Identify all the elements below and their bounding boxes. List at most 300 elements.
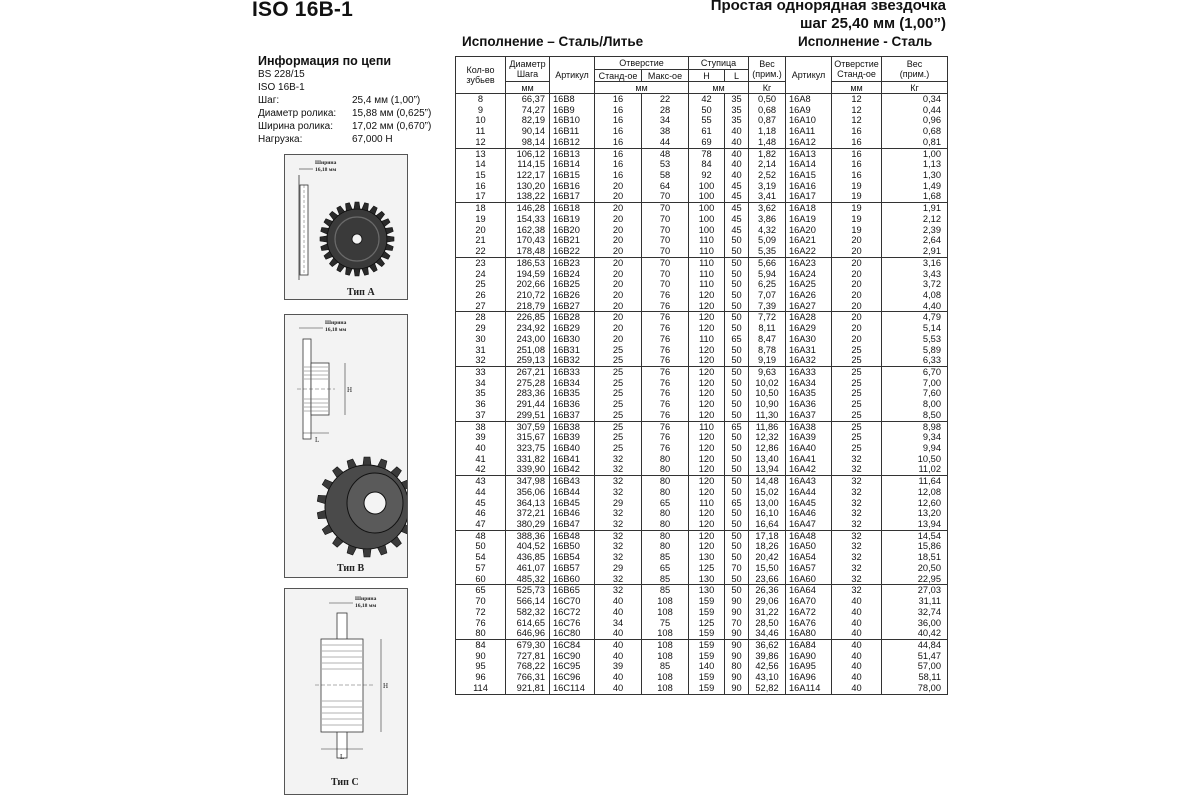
bore-max-cell: 85 <box>642 661 689 672</box>
table-row <box>456 651 948 662</box>
diameter-cell: 186,53 <box>506 257 550 268</box>
teeth-cell: 37 <box>456 410 506 421</box>
teeth-cell: 46 <box>456 508 506 519</box>
diameter-cell: 114,15 <box>506 159 550 170</box>
diameter-cell: 347,98 <box>506 476 550 487</box>
article-cell: 16B19 <box>550 214 595 225</box>
article-cell: 16B10 <box>550 115 595 126</box>
teeth-header-line2: зубьев <box>466 75 495 85</box>
diameter-cell: 315,67 <box>506 432 550 443</box>
article-2-cell: 16A36 <box>786 399 832 410</box>
weight-2-cell: 10,50 <box>882 454 948 465</box>
bore-std-cell: 16 <box>595 170 642 181</box>
diameter-cell: 283,36 <box>506 388 550 399</box>
table-row <box>456 552 948 563</box>
bore-max-cell: 64 <box>642 181 689 192</box>
weight-2-cell: 44,84 <box>882 639 948 650</box>
diameter-header-line1: Диаметр <box>509 59 546 69</box>
diameter-cell: 146,28 <box>506 203 550 214</box>
weight-cell: 23,66 <box>749 574 786 585</box>
article-cell: 16B31 <box>550 345 595 356</box>
bore-2-cell: 25 <box>832 378 882 389</box>
hub-h-cell: 120 <box>689 345 725 356</box>
hub-l-cell: 50 <box>725 246 749 257</box>
weight-2-cell: 1,91 <box>882 203 948 214</box>
table-row <box>456 126 948 137</box>
bore-max-cell: 80 <box>642 476 689 487</box>
article-2-cell: 16A19 <box>786 214 832 225</box>
table-row <box>456 345 948 356</box>
weight-2-cell: 5,89 <box>882 345 948 356</box>
diameter-cell: 162,38 <box>506 225 550 236</box>
article-2-cell: 16A25 <box>786 279 832 290</box>
weight-cell: 15,02 <box>749 487 786 498</box>
width-value: 16,18 мм <box>355 603 377 609</box>
table-row <box>456 94 948 105</box>
hub-l-cell: 40 <box>725 126 749 137</box>
weight-2-cell: 4,08 <box>882 290 948 301</box>
bore-max-cell: 53 <box>642 159 689 170</box>
bore-std-cell: 32 <box>595 487 642 498</box>
table-row <box>456 148 948 159</box>
table-row <box>456 301 948 312</box>
weight-header-line2: (прим.) <box>752 69 782 79</box>
width-label: Ширина <box>325 320 347 326</box>
article-cell: 16B35 <box>550 388 595 399</box>
hub-h-cell: 120 <box>689 323 725 334</box>
diameter-header <box>506 57 550 82</box>
weight-cell: 11,86 <box>749 421 786 432</box>
bore-std-cell: 40 <box>595 651 642 662</box>
teeth-cell: 43 <box>456 476 506 487</box>
bore-std-cell: 20 <box>595 191 642 202</box>
hub-l-cell: 50 <box>725 301 749 312</box>
chain-spec-row <box>258 120 458 133</box>
weight-cell: 36,62 <box>749 639 786 650</box>
article-2-cell: 16A44 <box>786 487 832 498</box>
teeth-cell: 45 <box>456 498 506 509</box>
bore-max-header: Макс-ое <box>642 70 689 82</box>
hub-l-cell: 50 <box>725 235 749 246</box>
bore-std-cell: 20 <box>595 290 642 301</box>
article-cell: 16B37 <box>550 410 595 421</box>
table-row <box>456 639 948 650</box>
table-row <box>456 312 948 323</box>
article-2-cell: 16A14 <box>786 159 832 170</box>
weight-cell: 16,10 <box>749 508 786 519</box>
article-2-cell: 16A13 <box>786 148 832 159</box>
weight-cell: 9,63 <box>749 366 786 377</box>
weight-cell: 2,14 <box>749 159 786 170</box>
diameter-cell: 98,14 <box>506 137 550 148</box>
teeth-cell: 44 <box>456 487 506 498</box>
bore-max-cell: 34 <box>642 115 689 126</box>
article-2-cell: 16A114 <box>786 683 832 694</box>
bore-std-cell: 20 <box>595 301 642 312</box>
bore-std-cell: 20 <box>595 246 642 257</box>
table-row <box>456 235 948 246</box>
chain-standard: ISO 16B-1 <box>258 81 305 93</box>
teeth-header-line1: Кол-во <box>466 65 495 75</box>
weight-2-cell: 1,49 <box>882 181 948 192</box>
figure-caption: Тип С <box>331 777 359 788</box>
hub-l-cell: 50 <box>725 355 749 366</box>
weight-2-cell: 36,00 <box>882 618 948 629</box>
bore-max-cell: 76 <box>642 334 689 345</box>
diameter-cell: 768,22 <box>506 661 550 672</box>
table-row <box>456 487 948 498</box>
hub-l-cell: 50 <box>725 454 749 465</box>
teeth-cell: 34 <box>456 378 506 389</box>
bore-std-cell: 16 <box>595 137 642 148</box>
bore-std-cell: 25 <box>595 366 642 377</box>
teeth-cell: 114 <box>456 683 506 694</box>
diameter-cell: 74,27 <box>506 105 550 116</box>
article-cell: 16C84 <box>550 639 595 650</box>
table-row <box>456 334 948 345</box>
bore-2-cell: 16 <box>832 148 882 159</box>
table-row <box>456 596 948 607</box>
article-cell: 16B15 <box>550 170 595 181</box>
bore-2-cell: 32 <box>832 454 882 465</box>
bore-2-cell: 25 <box>832 388 882 399</box>
hub-h-cell: 120 <box>689 508 725 519</box>
hub-h-cell: 100 <box>689 191 725 202</box>
hub-l-cell: 70 <box>725 563 749 574</box>
bore-max-cell: 70 <box>642 269 689 280</box>
weight-cell: 42,56 <box>749 661 786 672</box>
bore-2-cell: 40 <box>832 683 882 694</box>
bore-std-cell: 25 <box>595 421 642 432</box>
hub-h-cell: 159 <box>689 672 725 683</box>
diameter-cell: 275,28 <box>506 378 550 389</box>
diameter-cell: 106,12 <box>506 148 550 159</box>
weight-cell: 10,50 <box>749 388 786 399</box>
hub-h-cell: 130 <box>689 574 725 585</box>
hub-h-cell: 120 <box>689 464 725 475</box>
weight-cell: 2,52 <box>749 170 786 181</box>
bore-2-cell: 40 <box>832 607 882 618</box>
hub-h-cell: 120 <box>689 355 725 366</box>
bore-2-cell: 32 <box>832 585 882 596</box>
bore-2-cell: 20 <box>832 323 882 334</box>
hub-h-cell: 120 <box>689 476 725 487</box>
hub-l-cell: 50 <box>725 552 749 563</box>
weight-2-cell: 11,02 <box>882 464 948 475</box>
hub-h-cell: 120 <box>689 410 725 421</box>
bore-max-cell: 65 <box>642 498 689 509</box>
article-cell: 16B48 <box>550 530 595 541</box>
article-cell: 16B38 <box>550 421 595 432</box>
hub-h-cell: 110 <box>689 257 725 268</box>
hub-h-cell: 159 <box>689 628 725 639</box>
weight-2-cell: 11,64 <box>882 476 948 487</box>
weight-header <box>749 57 786 82</box>
chain-spec-value: 67,000 Н <box>352 134 393 145</box>
weight-cell: 8,11 <box>749 323 786 334</box>
bore-max-cell: 76 <box>642 432 689 443</box>
article-2-cell: 16A27 <box>786 301 832 312</box>
bore-std-cell: 40 <box>595 596 642 607</box>
table-row <box>456 672 948 683</box>
weight-cell: 12,32 <box>749 432 786 443</box>
article-cell: 16B32 <box>550 355 595 366</box>
hub-l-cell: 40 <box>725 137 749 148</box>
document-title: ISO 16B-1 <box>252 0 354 21</box>
weight-2-cell: 0,81 <box>882 137 948 148</box>
bore-max-cell: 80 <box>642 530 689 541</box>
article-2-cell: 16A70 <box>786 596 832 607</box>
weight-2-cell: 13,20 <box>882 508 948 519</box>
table-body <box>456 94 948 695</box>
weight-cell: 13,00 <box>749 498 786 509</box>
diameter-cell: 921,81 <box>506 683 550 694</box>
article-cell: 16C70 <box>550 596 595 607</box>
teeth-cell: 30 <box>456 334 506 345</box>
hub-l-cell: 50 <box>725 378 749 389</box>
bore-2-cell: 32 <box>832 476 882 487</box>
diameter-cell: 82,19 <box>506 115 550 126</box>
hub-l-cell: 50 <box>725 323 749 334</box>
table-row <box>456 290 948 301</box>
bore-max-cell: 85 <box>642 585 689 596</box>
bore-max-cell: 76 <box>642 421 689 432</box>
weight-2-header <box>882 57 948 82</box>
bore-2-cell: 20 <box>832 257 882 268</box>
bore-std-cell: 20 <box>595 181 642 192</box>
bore-max-cell: 75 <box>642 618 689 629</box>
weight-2-cell: 1,68 <box>882 191 948 202</box>
hub-l-cell: 90 <box>725 651 749 662</box>
bore-std-cell: 32 <box>595 574 642 585</box>
weight-2-cell: 15,86 <box>882 541 948 552</box>
bore-2-cell: 16 <box>832 170 882 181</box>
article-cell: 16B45 <box>550 498 595 509</box>
hub-h-cell: 120 <box>689 388 725 399</box>
bore-max-cell: 80 <box>642 508 689 519</box>
hub-l-cell: 65 <box>725 421 749 432</box>
hub-unit: мм <box>689 82 749 94</box>
hub-h-cell: 110 <box>689 269 725 280</box>
weight-2-cell: 14,54 <box>882 530 948 541</box>
article-cell: 16B20 <box>550 225 595 236</box>
hub-l-cell: 50 <box>725 312 749 323</box>
bore-max-cell: 65 <box>642 563 689 574</box>
bore-max-cell: 85 <box>642 574 689 585</box>
diameter-cell: 178,48 <box>506 246 550 257</box>
hub-l-cell: 50 <box>725 290 749 301</box>
table-row <box>456 410 948 421</box>
table-row <box>456 214 948 225</box>
article-cell: 16B8 <box>550 94 595 105</box>
teeth-cell: 41 <box>456 454 506 465</box>
weight-cell: 3,86 <box>749 214 786 225</box>
article-2-cell: 16A18 <box>786 203 832 214</box>
bore-std-cell: 32 <box>595 476 642 487</box>
article-2-cell: 16A12 <box>786 137 832 148</box>
table-row <box>456 323 948 334</box>
article-cell: 16B16 <box>550 181 595 192</box>
table-row <box>456 279 948 290</box>
bore-max-cell: 48 <box>642 148 689 159</box>
table-row <box>456 432 948 443</box>
article-cell: 16C72 <box>550 607 595 618</box>
weight-cell: 14,48 <box>749 476 786 487</box>
diameter-cell: 331,82 <box>506 454 550 465</box>
teeth-header <box>456 57 506 94</box>
teeth-cell: 13 <box>456 148 506 159</box>
bore-std-cell: 40 <box>595 639 642 650</box>
article-2-cell: 16A54 <box>786 552 832 563</box>
article-cell: 16B30 <box>550 334 595 345</box>
weight-2-cell: 13,94 <box>882 519 948 530</box>
weight-2-cell: 57,00 <box>882 661 948 672</box>
diameter-cell: 130,20 <box>506 181 550 192</box>
teeth-cell: 40 <box>456 443 506 454</box>
article-2-cell: 16A9 <box>786 105 832 116</box>
teeth-cell: 31 <box>456 345 506 356</box>
hub-l-cell: 50 <box>725 464 749 475</box>
bore-std-cell: 39 <box>595 661 642 672</box>
teeth-cell: 25 <box>456 279 506 290</box>
pitch-subtitle: шаг 25,40 мм (1,00”) <box>799 15 946 32</box>
bore-std-cell: 20 <box>595 323 642 334</box>
hub-h-cell: 92 <box>689 170 725 181</box>
teeth-cell: 21 <box>456 235 506 246</box>
table-row <box>456 225 948 236</box>
article-2-cell: 16A23 <box>786 257 832 268</box>
hub-h-cell: 120 <box>689 301 725 312</box>
width-value: 16,18 мм <box>325 327 347 333</box>
weight-2-cell: 31,11 <box>882 596 948 607</box>
bore-std-cell: 32 <box>595 508 642 519</box>
teeth-cell: 47 <box>456 519 506 530</box>
table-row <box>456 563 948 574</box>
hub-l-cell: 50 <box>725 388 749 399</box>
hub-h-cell: 125 <box>689 618 725 629</box>
weight-2-cell: 3,72 <box>882 279 948 290</box>
bore-2-cell: 32 <box>832 530 882 541</box>
bore-2-cell: 12 <box>832 115 882 126</box>
diameter-cell: 251,08 <box>506 345 550 356</box>
diameter-cell: 339,90 <box>506 464 550 475</box>
table-row <box>456 399 948 410</box>
bore-std-cell: 25 <box>595 443 642 454</box>
weight-2-cell: 3,43 <box>882 269 948 280</box>
weight-cell: 1,48 <box>749 137 786 148</box>
bore-std-cell: 25 <box>595 399 642 410</box>
weight-2-cell: 4,40 <box>882 301 948 312</box>
teeth-cell: 14 <box>456 159 506 170</box>
hub-l-cell: 35 <box>725 94 749 105</box>
diameter-cell: 566,14 <box>506 596 550 607</box>
article-header: Артикул <box>550 57 595 94</box>
weight-cell: 5,94 <box>749 269 786 280</box>
chain-spec-value: 15,88 мм (0,625”) <box>352 108 432 119</box>
table-row <box>456 618 948 629</box>
table-row <box>456 203 948 214</box>
teeth-cell: 39 <box>456 432 506 443</box>
bore-max-cell: 80 <box>642 487 689 498</box>
bore-unit: мм <box>595 82 689 94</box>
bore-2-cell: 19 <box>832 203 882 214</box>
chain-standard: BS 228/15 <box>258 69 305 80</box>
article-cell: 16B50 <box>550 541 595 552</box>
article-2-cell: 16A57 <box>786 563 832 574</box>
bore-std-cell: 40 <box>595 628 642 639</box>
bore-2-cell: 16 <box>832 159 882 170</box>
figure-caption: Тип В <box>337 563 365 574</box>
bore-2-cell: 32 <box>832 574 882 585</box>
hub-l-cell: 50 <box>725 487 749 498</box>
table-row <box>456 159 948 170</box>
hub-l-cell: 50 <box>725 345 749 356</box>
bore-max-cell: 76 <box>642 366 689 377</box>
section-heading-cast: Исполнение – Сталь/Литье <box>462 34 644 49</box>
width-label: Ширина <box>315 160 337 166</box>
hub-h-cell: 84 <box>689 159 725 170</box>
teeth-cell: 36 <box>456 399 506 410</box>
hub-h-cell: 110 <box>689 235 725 246</box>
table-row <box>456 498 948 509</box>
article-cell: 16C114 <box>550 683 595 694</box>
article-cell: 16B29 <box>550 323 595 334</box>
bore-max-cell: 108 <box>642 596 689 607</box>
weight-2-cell: 1,30 <box>882 170 948 181</box>
diameter-cell: 372,21 <box>506 508 550 519</box>
weight-cell: 1,18 <box>749 126 786 137</box>
article-cell: 16B13 <box>550 148 595 159</box>
weight-cell: 13,94 <box>749 464 786 475</box>
diameter-cell: 194,59 <box>506 269 550 280</box>
weight-cell: 12,86 <box>749 443 786 454</box>
hub-l-cell: 50 <box>725 476 749 487</box>
table-row <box>456 181 948 192</box>
diameter-cell: 614,65 <box>506 618 550 629</box>
chain-spec-label: Шаг: <box>258 95 280 106</box>
bore-max-cell: 76 <box>642 301 689 312</box>
weight-cell: 6,25 <box>749 279 786 290</box>
weight-cell: 3,62 <box>749 203 786 214</box>
hub-h-cell: 159 <box>689 596 725 607</box>
weight-cell: 29,06 <box>749 596 786 607</box>
weight-2-cell: 8,50 <box>882 410 948 421</box>
bore-max-cell: 58 <box>642 170 689 181</box>
article-cell: 16B54 <box>550 552 595 563</box>
article-cell: 16B36 <box>550 399 595 410</box>
weight-cell: 16,64 <box>749 519 786 530</box>
bore-group-header: Отверстие <box>595 57 689 70</box>
hub-l-cell: 50 <box>725 585 749 596</box>
hub-l-cell: 50 <box>725 257 749 268</box>
article-cell: 16C96 <box>550 672 595 683</box>
bore-2-header <box>832 57 882 82</box>
table-row <box>456 269 948 280</box>
sprocket-type-c-drawing <box>285 589 407 794</box>
article-cell: 16B9 <box>550 105 595 116</box>
bore-std-cell: 34 <box>595 618 642 629</box>
bore-2-cell: 40 <box>832 628 882 639</box>
hub-l-cell: 35 <box>725 115 749 126</box>
bore-std-cell: 25 <box>595 355 642 366</box>
diameter-cell: 323,75 <box>506 443 550 454</box>
diameter-cell: 356,06 <box>506 487 550 498</box>
bore-2-cell: 12 <box>832 94 882 105</box>
weight-cell: 5,66 <box>749 257 786 268</box>
weight-cell: 7,72 <box>749 312 786 323</box>
hub-l-cell: 40 <box>725 148 749 159</box>
weight-2-cell: 12,08 <box>882 487 948 498</box>
